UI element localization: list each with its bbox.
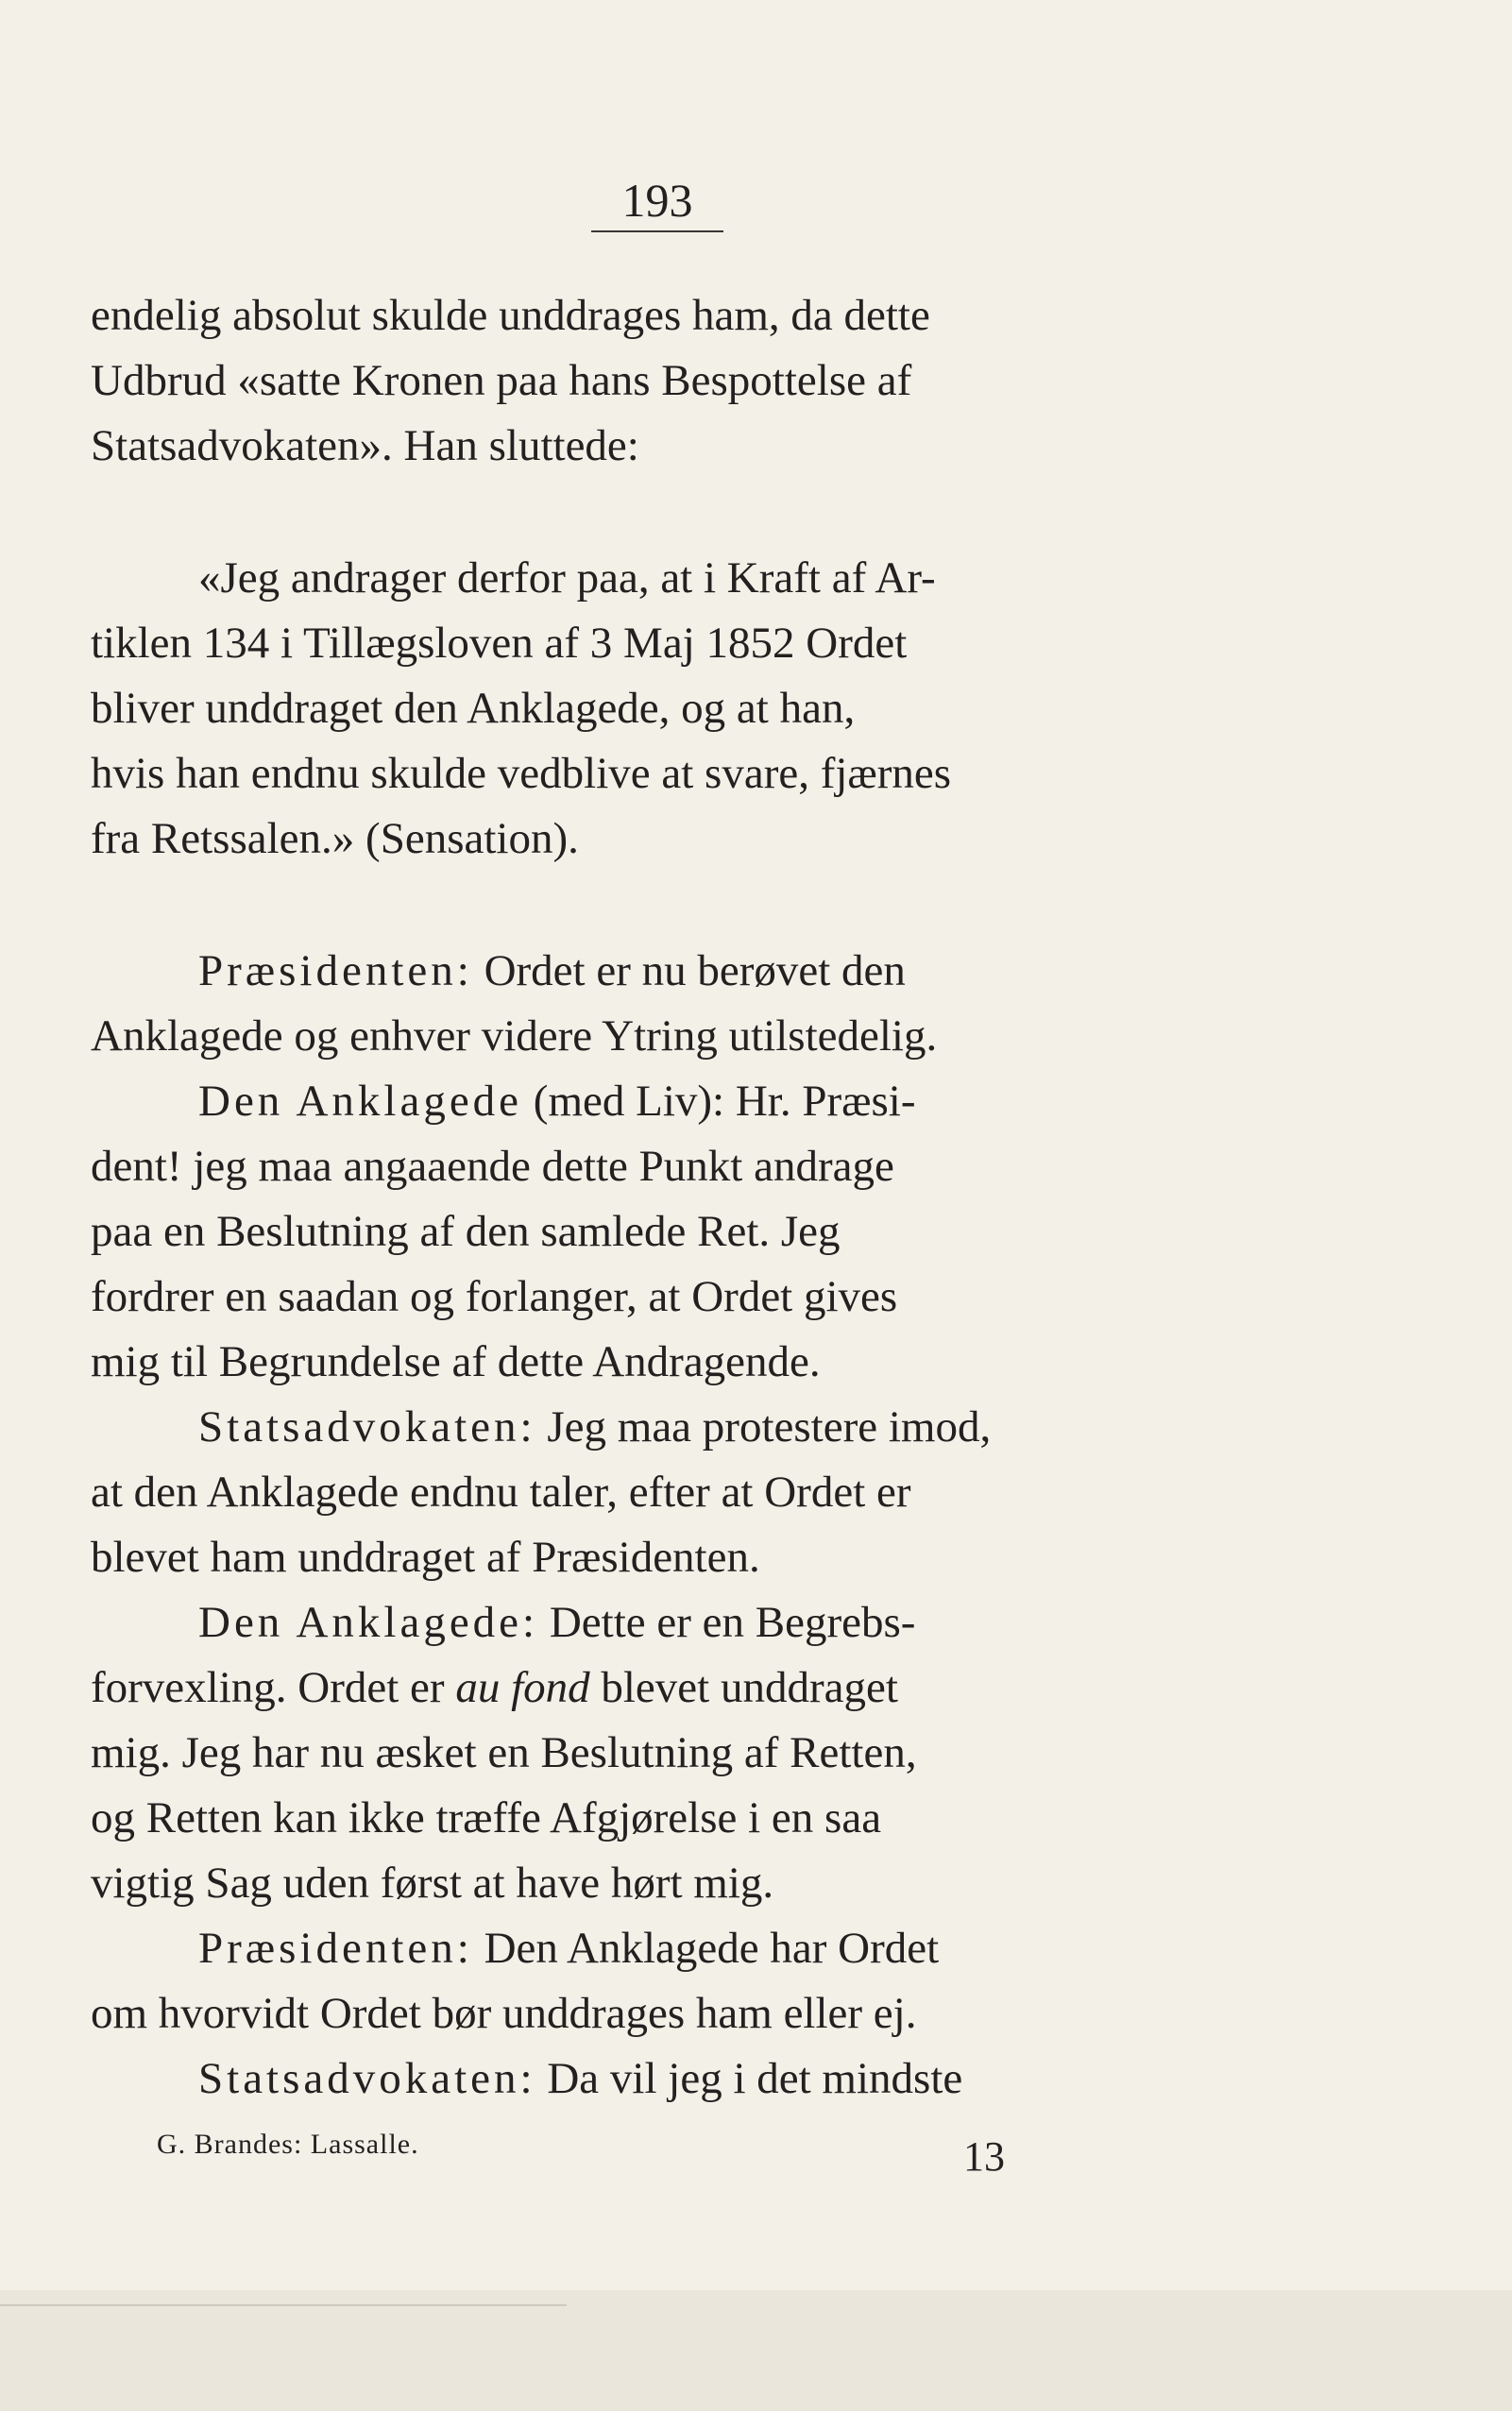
text-line: mig. Jeg har nu æsket en Beslutning af Retten, bbox=[91, 1728, 917, 1777]
dialogue-text: Dette er en Begrebs- bbox=[549, 1598, 916, 1647]
text-line: fordrer en saadan og forlanger, at Ordet gives bbox=[91, 1272, 898, 1321]
dialogue-line bbox=[91, 1069, 1224, 1134]
page-number: 193 bbox=[621, 174, 693, 227]
text-line: Udbrud «satte Kronen paa hans Bespottelse af bbox=[91, 356, 912, 405]
dialogue-text: Den Anklagede har Ordet bbox=[484, 1924, 940, 1973]
body-text bbox=[91, 283, 1224, 2112]
text-line: hvis han endnu skulde vedblive at svare, fjærnes bbox=[91, 749, 952, 798]
dialogue-text: Jeg maa protestere imod, bbox=[547, 1402, 992, 1452]
text-line: bliver unddraget den Anklagede, og at han, bbox=[91, 684, 856, 733]
footer-author-title: G. Brandes: Lassalle. bbox=[157, 2129, 419, 2160]
dialogue-text: (med Liv): Hr. Præsi- bbox=[533, 1077, 916, 1126]
text-line bbox=[91, 1655, 1224, 1721]
speaker-name: Statsadvokaten: bbox=[198, 1402, 536, 1452]
text-line: vigtig Sag uden først at have hørt mig. bbox=[91, 1859, 774, 1908]
speaker-name: Præsidenten: bbox=[198, 1924, 473, 1973]
text-line: paa en Beslutning af den samlede Ret. Jeg bbox=[91, 1207, 841, 1256]
page-bottom-margin bbox=[0, 2290, 1512, 2411]
signature-mark: 13 bbox=[963, 2133, 1005, 2180]
text-line: «Jeg andrager derfor paa, at i Kraft af Ar- bbox=[198, 553, 936, 603]
text-line: Anklagede og enhver videre Ytring utilstedelig. bbox=[91, 1011, 938, 1061]
text-line: endelig absolut skulde unddrages ham, da dette bbox=[91, 291, 930, 340]
text-line: Statsadvokaten». Han sluttede: bbox=[91, 421, 639, 470]
text-line: mig til Begrundelse af dette Andragende. bbox=[91, 1337, 821, 1386]
dialogue-line bbox=[91, 1395, 1224, 1460]
dialogue-text: Da vil jeg i det mindste bbox=[547, 2054, 963, 2103]
dialogue-line bbox=[91, 1590, 1224, 1655]
speaker-name: Den Anklagede: bbox=[198, 1598, 539, 1647]
dialogue-line bbox=[91, 1916, 1224, 1981]
text-segment: blevet unddraget bbox=[601, 1663, 898, 1712]
speaker-name: Statsadvokaten: bbox=[198, 2054, 536, 2103]
speaker-name: Den Anklagede bbox=[198, 1077, 523, 1126]
text-line: og Retten kan ikke træffe Afgjørelse i en saa bbox=[91, 1793, 882, 1842]
page-number-rule bbox=[591, 230, 723, 232]
text-segment: forvexling. Ordet er bbox=[91, 1663, 445, 1712]
dialogue-text: Ordet er nu berøvet den bbox=[484, 946, 906, 995]
margin-rule bbox=[0, 2304, 567, 2306]
dialogue-line bbox=[91, 2046, 1224, 2112]
text-line: dent! jeg maa angaaende dette Punkt andrage bbox=[91, 1142, 894, 1191]
text-line: om hvorvidt Ordet bør unddrages ham eller ej. bbox=[91, 1989, 917, 2038]
speaker-name: Præsidenten: bbox=[198, 946, 473, 995]
dialogue-line bbox=[91, 939, 1224, 1004]
text-line: tiklen 134 i Tillægsloven af 3 Maj 1852 Ordet bbox=[91, 619, 908, 668]
text-line: at den Anklagede endnu taler, efter at Ordet er bbox=[91, 1468, 911, 1517]
text-line: blevet ham unddraget af Præsidenten. bbox=[91, 1533, 760, 1582]
italic-phrase: au fond bbox=[455, 1663, 590, 1712]
text-line: fra Retssalen.» (Sensation). bbox=[91, 814, 579, 863]
